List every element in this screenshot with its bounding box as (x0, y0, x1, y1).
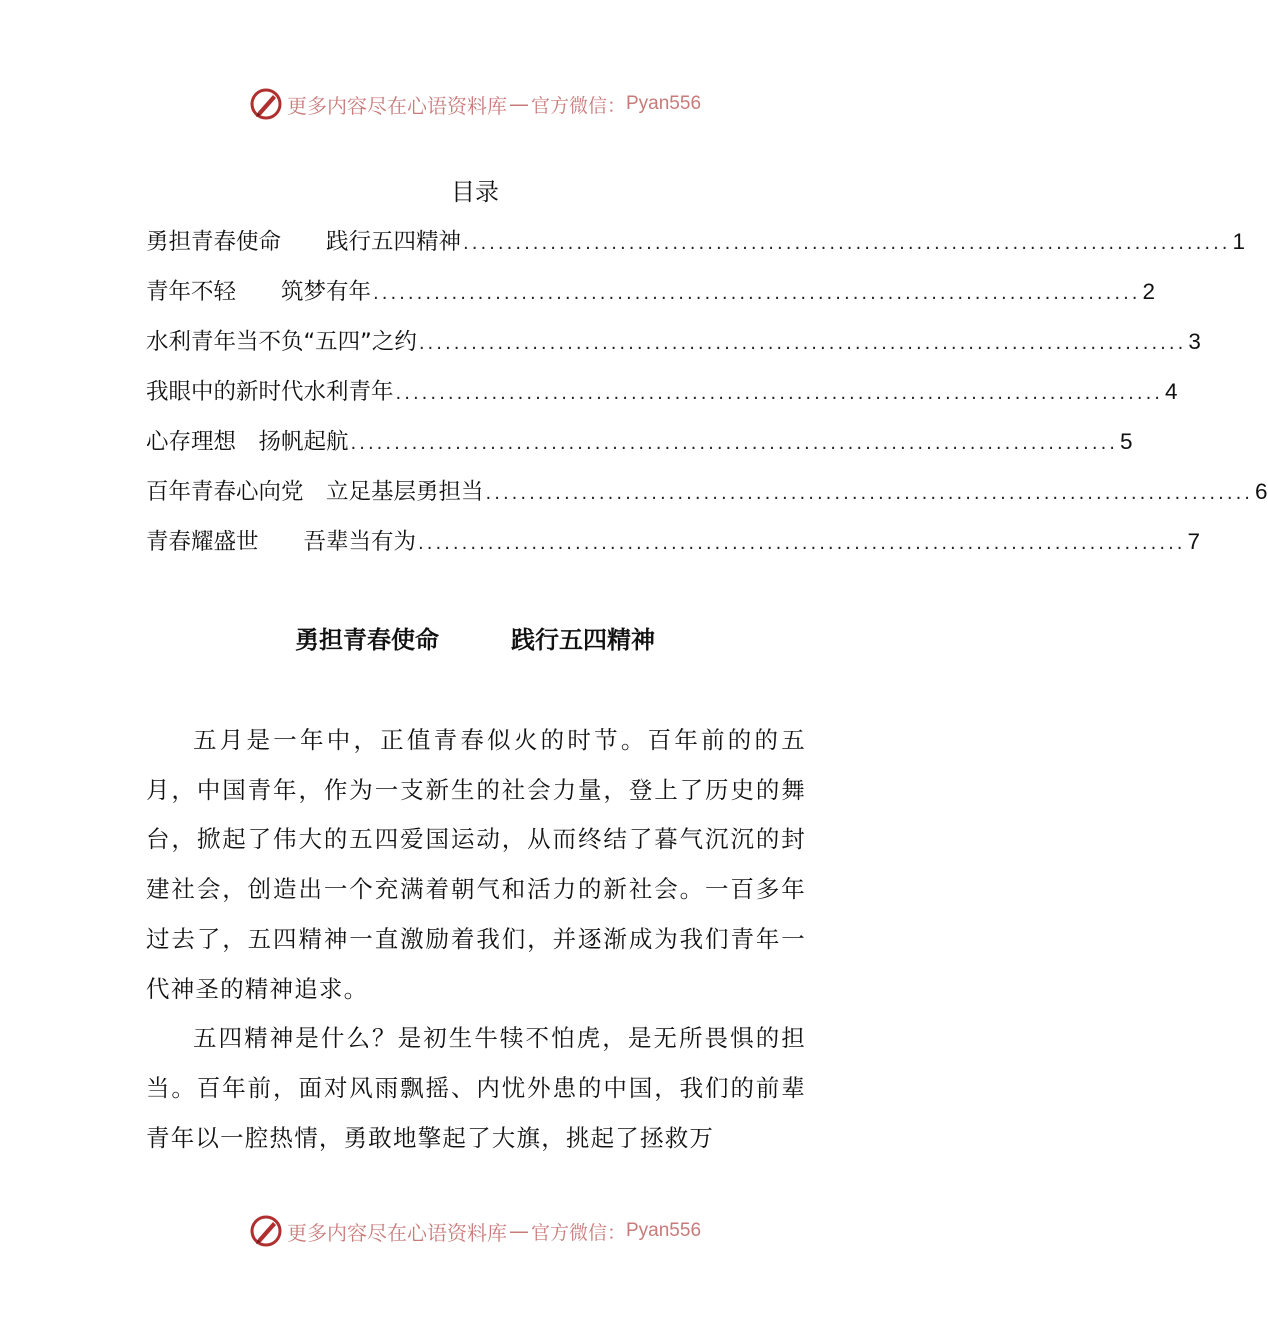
article-paragraph: 五四精神是什么？是初生牛犊不怕虎，是无所畏惧的担当。百年前，面对风雨飘摇、内忧外患的中国，我们的前辈青年以一腔热情，勇敢地擎起了大旗，挑起了拯救万 (146, 1024, 806, 1152)
toc-entry[interactable] (146, 224, 1246, 274)
toc-entry-page: 5 (1120, 429, 1133, 454)
watermark-wechat-id: Pyan556 (626, 1220, 702, 1241)
header-watermark (0, 84, 950, 124)
toc-entry-title: 水利青年当不负“五四”之约 (146, 329, 417, 355)
toc-entry-page: 7 (1187, 529, 1201, 554)
toc-title: 目录 (451, 178, 499, 206)
toc-entry[interactable] (146, 324, 1201, 374)
pen-logo-icon (249, 1214, 283, 1248)
article-title: 勇担青春使命 践行五四精神 (295, 626, 655, 654)
toc-entry-title: 百年青春心向党 立足基层勇担当 (146, 479, 484, 505)
watermark-wechat-id: Pyan556 (626, 93, 702, 114)
toc-leader-dots: ........................................................................................ (373, 283, 1141, 304)
toc-entry-page: 4 (1165, 379, 1178, 404)
watermark-dash: — (508, 92, 529, 116)
toc-entry-page: 6 (1255, 479, 1268, 504)
footer-watermark (0, 1211, 950, 1251)
watermark-text: 更多内容尽在心语资料库 (286, 1220, 507, 1245)
toc-leader-dots: ........................................................................................ (418, 533, 1186, 554)
toc-entry[interactable] (146, 474, 1268, 524)
table-of-contents (146, 224, 1268, 574)
toc-entry-title: 勇担青春使命 践行五四精神 (146, 229, 462, 255)
watermark-dash: — (508, 1219, 529, 1243)
toc-entry[interactable] (146, 274, 1156, 324)
article-body (146, 716, 806, 1163)
toc-entry-title: 青年不轻 筑梦有年 (146, 279, 372, 305)
toc-entry[interactable] (146, 524, 1201, 574)
toc-leader-dots: ........................................................................................ (350, 433, 1119, 454)
toc-entry-page: 2 (1142, 279, 1156, 304)
pen-logo-icon (249, 87, 283, 121)
article-paragraph: 五月是一年中，正值青春似火的时节。百年前的的五月，中国青年，作为一支新生的社会力量，登上了历史的舞台，掀起了伟大的五四爱国运动，从而终结了暮气沉沉的封建社会，创造出一个充满着朝气和活力的新社会。一百多年过去了，五四精神一直激励着我们，并逐渐成为我们青年一代神圣的精神追求。 (146, 726, 806, 1003)
toc-entry-title: 我眼中的新时代水利青年 (146, 379, 394, 405)
toc-entry[interactable] (146, 374, 1178, 424)
watermark-text: 更多内容尽在心语资料库 (286, 93, 507, 118)
toc-leader-dots: ........................................................................................ (395, 383, 1164, 404)
toc-entry-page: 3 (1188, 329, 1201, 354)
toc-leader-dots: ........................................................................................ (485, 483, 1254, 504)
toc-entry[interactable] (146, 424, 1133, 474)
toc-leader-dots: ........................................................................................ (418, 333, 1187, 354)
toc-leader-dots: ........................................................................................ (463, 233, 1231, 254)
toc-entry-title: 心存理想 扬帆起航 (146, 429, 349, 455)
toc-entry-page: 1 (1232, 229, 1246, 254)
watermark-wechat-label: 官方微信： (530, 94, 626, 117)
watermark-wechat-label: 官方微信： (530, 1221, 626, 1244)
toc-entry-title: 青春耀盛世 吾辈当有为 (146, 529, 417, 555)
